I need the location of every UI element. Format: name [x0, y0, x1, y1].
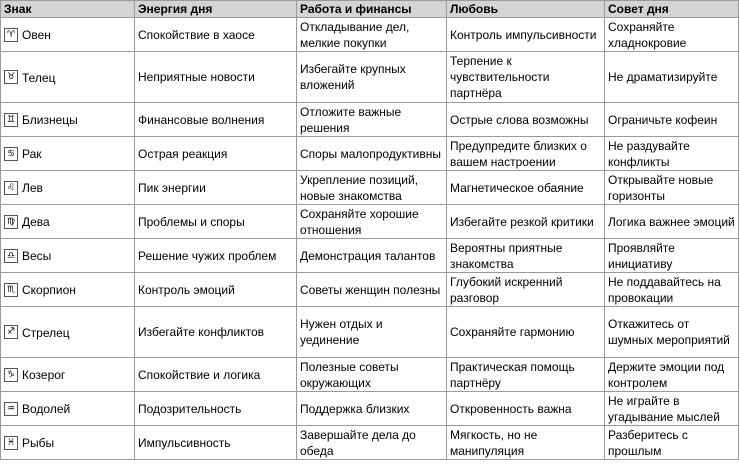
pisces-icon: ♓: [4, 436, 18, 450]
taurus-icon: ♉: [4, 70, 18, 84]
advice-cell: Откажитесь от шумных мероприятий: [605, 307, 739, 358]
sign-name: Овен: [22, 27, 51, 42]
work-cell: Нужен отдых и уединение: [297, 307, 447, 358]
table-row: [1, 392, 739, 426]
work-cell: Избегайте крупных вложений: [297, 52, 447, 103]
advice-cell: Сохраняйте хладнокровие: [605, 18, 739, 52]
energy-cell: Острая реакция: [135, 137, 297, 171]
sign-name: Телец: [22, 70, 56, 85]
love-cell: Избегайте резкой критики: [447, 205, 605, 239]
column-header-energy: Энергия дня: [135, 1, 297, 18]
column-header-sign: Знак: [1, 1, 135, 18]
energy-cell: Импульсивность: [135, 426, 297, 460]
work-cell: Споры малопродуктивны: [297, 137, 447, 171]
love-cell: Предупредите близких о вашем настроении: [447, 137, 605, 171]
sign-name: Козерог: [22, 367, 66, 382]
energy-cell: Контроль эмоций: [135, 273, 297, 307]
table-row: [1, 426, 739, 460]
love-cell: Мягкость, но не манипуляция: [447, 426, 605, 460]
love-cell: Контроль импульсивности: [447, 18, 605, 52]
work-cell: Завершайте дела до обеда: [297, 426, 447, 460]
energy-cell: Проблемы и споры: [135, 205, 297, 239]
column-header-love: Любовь: [447, 1, 605, 18]
energy-cell: Пик энергии: [135, 171, 297, 205]
sign-cell: [1, 205, 135, 239]
love-cell: Откровенность важна: [447, 392, 605, 426]
love-cell: Острые слова возможны: [447, 103, 605, 137]
sign-name: Скорпион: [22, 282, 76, 297]
table-row: [1, 137, 739, 171]
sign-cell: [1, 52, 135, 103]
capricorn-icon: ♑: [4, 368, 18, 382]
aries-icon: ♈: [4, 28, 18, 42]
sign-name: Дева: [22, 214, 50, 229]
advice-cell: Разберитесь с прошлым: [605, 426, 739, 460]
advice-cell: Проявляйте инициативу: [605, 239, 739, 273]
leo-icon: ♌: [4, 181, 18, 195]
work-cell: Поддержка близких: [297, 392, 447, 426]
table-row: [1, 103, 739, 137]
column-header-advice: Совет дня: [605, 1, 739, 18]
libra-icon: ♎: [4, 249, 18, 263]
sign-cell: [1, 171, 135, 205]
advice-cell: Не драматизируйте: [605, 52, 739, 103]
energy-cell: Неприятные новости: [135, 52, 297, 103]
energy-cell: Решение чужих проблем: [135, 239, 297, 273]
work-cell: Отложите важные решения: [297, 103, 447, 137]
sign-cell: [1, 273, 135, 307]
advice-cell: Держите эмоции под контролем: [605, 358, 739, 392]
aquarius-icon: ♒: [4, 402, 18, 416]
sign-cell: [1, 239, 135, 273]
sagittarius-icon: ♐: [4, 325, 18, 339]
love-cell: Терпение к чувствительности партнёра: [447, 52, 605, 103]
table-header-row: [1, 1, 739, 18]
table-row: [1, 171, 739, 205]
advice-cell: Не играйте в угадывание мыслей: [605, 392, 739, 426]
sign-cell: [1, 307, 135, 358]
sign-cell: [1, 18, 135, 52]
sign-cell: [1, 392, 135, 426]
energy-cell: Спокойствие и логика: [135, 358, 297, 392]
energy-cell: Спокойствие в хаосе: [135, 18, 297, 52]
advice-cell: Ограничьте кофеин: [605, 103, 739, 137]
love-cell: Вероятны приятные знакомства: [447, 239, 605, 273]
sign-cell: [1, 426, 135, 460]
advice-cell: Открывайте новые горизонты: [605, 171, 739, 205]
cancer-icon: ♋: [4, 147, 18, 161]
sign-name: Рак: [22, 146, 42, 161]
love-cell: Практическая помощь партнёру: [447, 358, 605, 392]
gemini-icon: ♊: [4, 113, 18, 127]
energy-cell: Подозрительность: [135, 392, 297, 426]
work-cell: Сохраняйте хорошие отношения: [297, 205, 447, 239]
sign-cell: [1, 358, 135, 392]
advice-cell: Логика важнее эмоций: [605, 205, 739, 239]
energy-cell: Избегайте конфликтов: [135, 307, 297, 358]
sign-name: Близнецы: [22, 112, 78, 127]
work-cell: Демонстрация талантов: [297, 239, 447, 273]
table-row: [1, 52, 739, 103]
table-row: [1, 358, 739, 392]
sign-cell: [1, 137, 135, 171]
scorpio-icon: ♏: [4, 283, 18, 297]
work-cell: Полезные советы окружающих: [297, 358, 447, 392]
sign-name: Стрелец: [22, 325, 70, 340]
sign-name: Водолей: [22, 401, 71, 416]
sign-cell: [1, 103, 135, 137]
table-row: [1, 239, 739, 273]
energy-cell: Финансовые волнения: [135, 103, 297, 137]
advice-cell: Не раздувайте конфликты: [605, 137, 739, 171]
work-cell: Советы женщин полезны: [297, 273, 447, 307]
advice-cell: Не поддавайтесь на провокации: [605, 273, 739, 307]
love-cell: Магнетическое обаяние: [447, 171, 605, 205]
table-row: [1, 273, 739, 307]
sign-name: Весы: [22, 248, 52, 263]
column-header-work: Работа и финансы: [297, 1, 447, 18]
work-cell: Укрепление позиций, новые знакомства: [297, 171, 447, 205]
love-cell: Глубокий искренний разговор: [447, 273, 605, 307]
work-cell: Откладывание дел, мелкие покупки: [297, 18, 447, 52]
table-row: [1, 205, 739, 239]
table-row: [1, 18, 739, 52]
sign-name: Лев: [22, 180, 43, 195]
virgo-icon: ♍: [4, 215, 18, 229]
sign-name: Рыбы: [22, 435, 55, 450]
table-row: [1, 307, 739, 358]
love-cell: Сохраняйте гармонию: [447, 307, 605, 358]
